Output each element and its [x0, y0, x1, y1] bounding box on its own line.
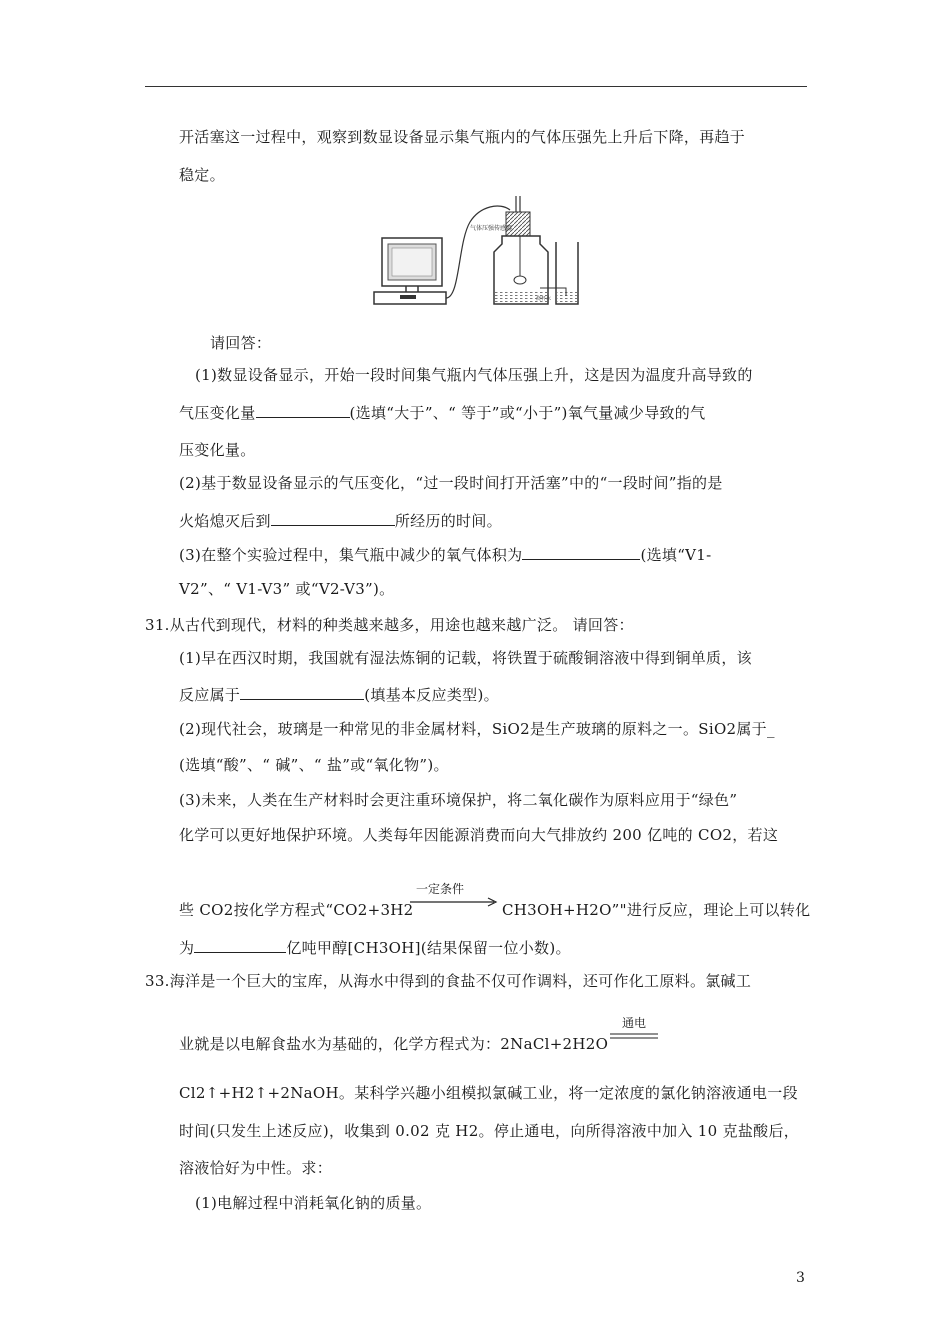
page-number: 3 — [796, 1270, 805, 1286]
question-line: (3)未来，人类在生产材料时会更注重环境保护，将二氧化碳作为原料应用于“绿色” — [179, 791, 738, 809]
water-label: 烧杯水 — [536, 296, 552, 302]
equation-line: 些 CO2按化学方程式“CO2+3H2 — [179, 901, 414, 919]
question-31: 31.从古代到现代，材料的种类越来越多，用途也越来越广泛。 请回答： — [145, 616, 634, 634]
experiment-figure — [370, 192, 580, 312]
equation-line: CH3OH+H2O”"进行反应，理论上可以转化 — [502, 901, 811, 919]
prompt-line: 请回答： — [210, 334, 272, 352]
answer-blank[interactable] — [240, 684, 364, 700]
reaction-arrow — [410, 880, 500, 910]
question-line: (1)电解过程中消耗氧化钠的质量。 — [195, 1194, 432, 1212]
text-line: 开活塞这一过程中，观察到数显设备显示集气瓶内的气体压强先上升后下降，再趋于 — [179, 128, 746, 146]
answer-blank[interactable] — [522, 544, 640, 560]
question-line: 溶液恰好为中性。求： — [179, 1159, 333, 1177]
question-33: 33.海洋是一个巨大的宝库，从海水中得到的食盐不仅可作调料，还可作化工原料。氯碱工 — [145, 972, 752, 990]
question-line: 业就是以电解食盐水为基础的，化学方程式为：2NaCl+2H2O — [179, 1035, 609, 1053]
question-line: (选填“酸”、“ 碱”、“ 盐”或“氧化物”)。 — [179, 756, 449, 774]
answer-blank[interactable] — [271, 510, 395, 526]
arrow-condition-label: 一定条件 — [416, 882, 465, 896]
question-line: 时间(只发生上述反应)，收集到 0.02 克 H2。停止通电，向所得溶液中加入 10 克盐酸后， — [179, 1122, 800, 1140]
question-line: (3)在整个实验过程中，集气瓶中减少的氧气体积为 (选填“V1- — [179, 546, 712, 564]
question-line: 化学可以更好地保护环境。人类每年因能源消费而向大气排放约 200 亿吨的 CO2，若这 — [179, 826, 779, 844]
question-line: (1)数显设备显示，开始一段时间集气瓶内气体压强上升，这是因为温度升高导致的 — [195, 366, 753, 384]
electrolysis-sign — [610, 1014, 660, 1046]
text-line: 稳定。 — [179, 166, 225, 184]
answer-blank[interactable] — [256, 402, 350, 418]
question-line: V2”、“ V1-V3” 或“V2-V3”)。 — [179, 580, 395, 598]
header-rule — [145, 86, 807, 87]
question-line: 火焰熄灭后到 所经历的时间。 — [179, 512, 502, 530]
question-line: (1)早在西汉时期，我国就有湿法炼铜的记载，将铁置于硫酸铜溶液中得到铜单质，该 — [179, 649, 752, 667]
question-line: (2)现代社会，玻璃是一种常见的非金属材料，SiO2是生产玻璃的原料之一。SiO2属于_ — [179, 720, 775, 738]
eq-condition-label: 通电 — [622, 1016, 647, 1030]
question-line: 为 亿吨甲醇[CH3OH](结果保留一位小数)。 — [179, 939, 571, 957]
answer-blank[interactable] — [194, 937, 286, 953]
question-line: 反应属于 (填基本反应类型)。 — [179, 686, 499, 704]
sensor-label: 气体压强传感器 — [470, 225, 513, 232]
question-line: Cl2↑+H2↑+2NaOH。某科学兴趣小组模拟氯碱工业，将一定浓度的氯化钠溶液通电一段 — [179, 1084, 798, 1102]
question-line: 气压变化量 (选填“大于”、“ 等于”或“小于”)氧气量减少导致的气 — [179, 404, 706, 422]
question-line: (2)基于数显设备显示的气压变化，“过一段时间打开活塞”中的“一段时间”指的是 — [179, 474, 723, 492]
question-line: 压变化量。 — [179, 441, 256, 459]
